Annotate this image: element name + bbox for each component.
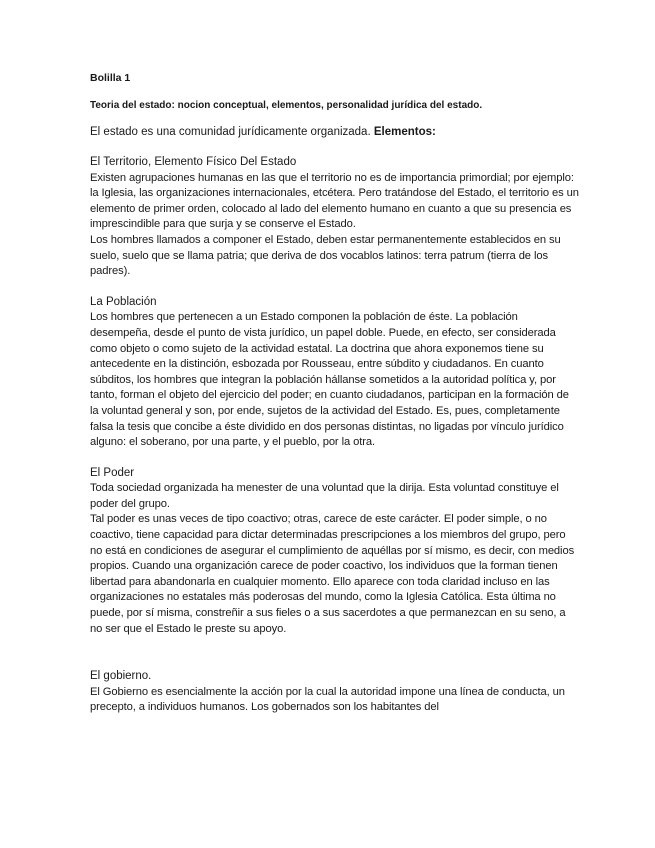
document-subtitle: Teoria del estado: nocion conceptual, elementos, personalidad jurídica del estado. [90, 100, 483, 111]
section-poder [90, 466, 580, 638]
section-paragraph: Los hombres llamados a componer el Estado, deben estar permanentemente establecidos en su suelo, suelo que se llama patria; que deriva de dos vocablos latinos: terra patrum (tierra de los padres). [90, 233, 561, 278]
bolilla-title: Bolilla 1 [90, 72, 131, 84]
intro-bold-label: Elementos: [373, 126, 436, 138]
document-body [90, 72, 580, 731]
section-paragraph: Tal poder es unas veces de tipo coactivo; otras, carece de este carácter. El poder simple, o no coactivo, tiene capacidad para dictar determinadas prescripciones a los miembros del grupo, pero no está en condiciones de asegurar el cumplimiento de aquéllas por sí mismo, es decir, con medios propios. Cuando una organización carece de poder coactivo, los individuos que la forman tienen libertad para abandonarla en cualquier momento. Ello aparece con toda claridad incluso en las organizaciones no estatales más poderosas del mundo, como la Iglesia Católica. Esta última no puede, por sí misma, constreñir a sus fieles o a sus sacerdotes a que permanezcan en su seno, a no ser que el Estado le preste su apoyo. [90, 513, 575, 635]
section-paragraph: Los hombres que pertenecen a un Estado componen la población de éste. La población desempeña, desde el punto de vista jurídico, un papel doble. Puede, en efecto, ser considerada como objeto o como sujeto de la actividad estatal. La doctrina que ahora exponemos tiene su antecedente en la distinción, esbozada por Rousseau, entre súbdito y ciudadanos. En cuanto súbditos, los hombres que integran la población hállanse sometidos a la autoridad política y, por tanto, forman el objeto del ejercicio del poder; en cuanto ciudadanos, participan en la formación de la voluntad general y son, por ende, sujetos de la actividad del Estado. Es, pues, completamente falsa la tesis que concibe a éste dividido en dos personas distintas, no ligadas por vínculo jurídico alguno: el soberano, por una parte, y el pueblo, por la otra. [90, 311, 569, 449]
section-heading: El gobierno. [90, 670, 152, 683]
intro-text: El estado es una comunidad jurídicamente organizada. [90, 126, 374, 138]
section-paragraph: Existen agrupaciones humanas en las que el territorio no es de importancia primordial; por ejemplo: la Iglesia, las organizaciones internacionales, etcétera. Pero tratándose del Estado, el territorio es un elemento de primer orden, colocado al lado del elemento humano en cuanto a que su presencia es imprescindible para que surja y se conserve el Estado. [90, 171, 579, 231]
section-poblacion [90, 295, 580, 451]
section-heading: La Población [90, 295, 157, 308]
intro-line [90, 125, 580, 140]
section-territorio [90, 155, 580, 280]
section-gobierno [90, 669, 580, 716]
section-paragraph: Toda sociedad organizada ha menester de una voluntad que la dirija. Esta voluntad constituye el poder del grupo. [90, 482, 559, 510]
section-heading: El Poder [90, 466, 135, 479]
section-paragraph: El Gobierno es esencialmente la acción por la cual la autoridad impone una línea de conducta, un precepto, a individuos humanos. Los gobernados son los habitantes del [90, 685, 565, 714]
section-heading: El Territorio, Elemento Físico Del Estado [90, 156, 297, 168]
